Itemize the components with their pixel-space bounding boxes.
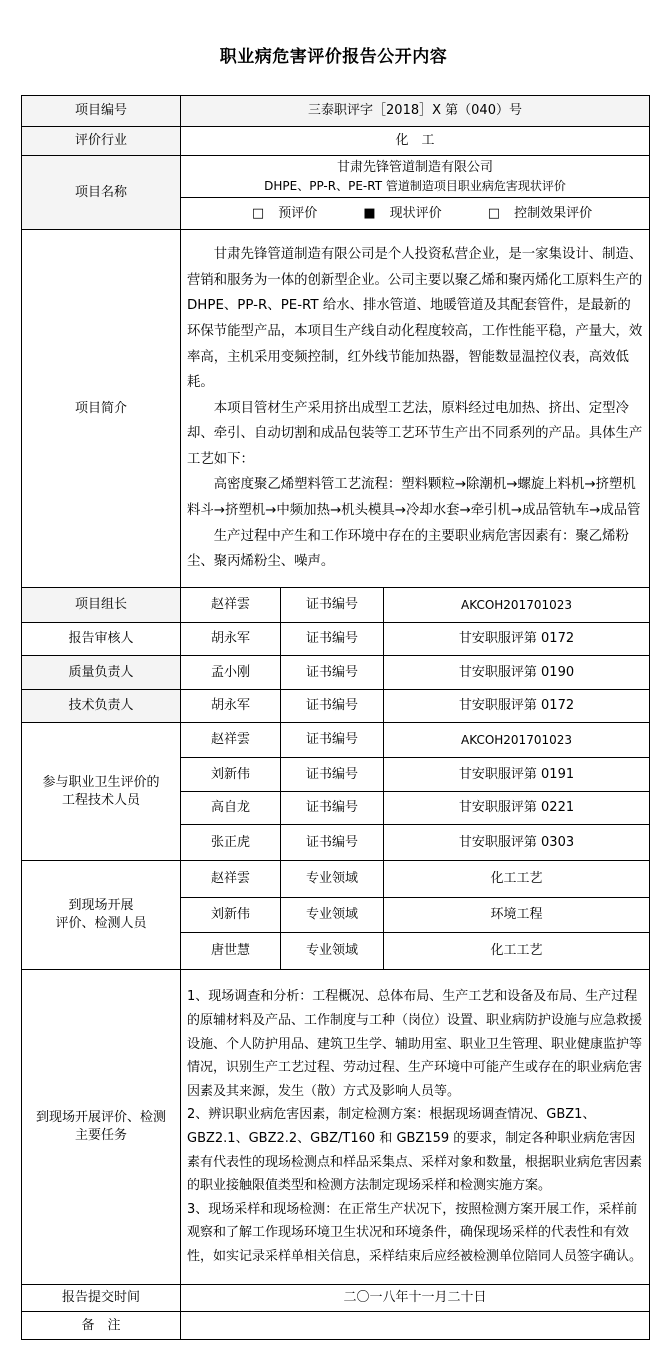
submit-time-label: 报告提交时间 — [22, 1285, 181, 1312]
cert-label: 证书编号 — [281, 792, 384, 825]
cert-label: 证书编号 — [281, 588, 384, 623]
project-name-value — [181, 156, 650, 198]
row-intro — [22, 230, 650, 588]
intro-text — [181, 230, 650, 588]
intro-paragraph: 生产过程中产生和工作环境中存在的主要职业病危害因素有：聚乙烯粉尘、聚丙烯粉尘、噪声。 — [187, 528, 629, 570]
cert-label: 证书编号 — [281, 758, 384, 792]
row-submit-time — [22, 1285, 650, 1312]
cert-label: 证书编号 — [281, 825, 384, 861]
row-project-no — [22, 96, 650, 127]
reviewer-name: 胡永军 — [181, 623, 281, 656]
row-tech — [22, 690, 650, 723]
row-remarks — [22, 1312, 650, 1340]
industry-label: 评价行业 — [22, 127, 181, 156]
field-staff-name: 赵祥雲 — [181, 861, 281, 898]
engineer-cert: 甘安职服评第 0221 — [384, 792, 650, 825]
cert-label: 证书编号 — [281, 723, 384, 758]
group-leader-cert: AKCOH201701023 — [384, 588, 650, 623]
cert-label: 证书编号 — [281, 656, 384, 690]
page-title: 职业病危害评价报告公开内容 — [219, 47, 448, 67]
field-value: 化工工艺 — [384, 933, 650, 970]
row-tasks — [22, 970, 650, 1285]
reviewer-cert: 甘安职服评第 0172 — [384, 623, 650, 656]
project-name-label: 项目名称 — [22, 156, 181, 230]
engineer-name: 刘新伟 — [181, 758, 281, 792]
checked-box-icon: ■ — [363, 205, 376, 221]
remarks-value — [181, 1312, 650, 1340]
industry-value: 化 工 — [181, 127, 650, 156]
row-reviewer — [22, 623, 650, 656]
engineer-name: 张正虎 — [181, 825, 281, 861]
quality-cert: 甘安职服评第 0190 — [384, 656, 650, 690]
tasks-text — [181, 970, 650, 1285]
field-label: 专业领域 — [281, 933, 384, 970]
cert-label: 证书编号 — [281, 690, 384, 723]
engineer-name: 赵祥雲 — [181, 723, 281, 758]
engineer-cert: 甘安职服评第 0303 — [384, 825, 650, 861]
evaluation-type-options — [181, 198, 650, 230]
tech-cert: 甘安职服评第 0172 — [384, 690, 650, 723]
field-value: 化工工艺 — [384, 861, 650, 898]
project-no-value: 三泰职评字［2018］X 第（040）号 — [181, 96, 650, 127]
cert-label: 证书编号 — [281, 623, 384, 656]
field-label: 专业领域 — [281, 898, 384, 933]
engineers-label: 参与职业卫生评价的 工程技术人员 — [22, 723, 181, 861]
engineer-cert: AKCOH201701023 — [384, 723, 650, 758]
task-item: 3、现场采样和现场检测：在正常生产状况下，按照检测方案开展工作，采样前观察和了解工作现场环境卫生状况和环境条件，确保现场采样的代表性和有效性，如实记录采样单相关信息，采样结束后应经被检测单位陪同人员签字确认。 — [187, 1201, 643, 1264]
row-field-staff — [22, 861, 650, 898]
project-no-label: 项目编号 — [22, 96, 181, 127]
field-value: 环境工程 — [384, 898, 650, 933]
tech-label: 技术负责人 — [22, 690, 181, 723]
submit-time-value: 二〇一八年十一月二十日 — [181, 1285, 650, 1312]
row-industry — [22, 127, 650, 156]
project-title: DHPE、PP-R、PE-RT 管道制造项目职业病危害现状评价 — [264, 178, 566, 193]
row-project-name — [22, 156, 650, 198]
task-item: 1、现场调查和分析：工程概况、总体布局、生产工艺和设备及布局、生产过程的原辅材料及产品、工作制度与工种（岗位）设置、职业病防护设施与应急救援设施、个人防护用品、建筑卫生学、辅助用室、职业卫生管理、职业健康监护等情况，识别生产工艺过程、劳动过程、生产环境中可能产生或存在的职业病危害因素及其来源，发生（散）方式及影响人员等。 — [187, 989, 643, 1099]
engineer-name: 高自龙 — [181, 792, 281, 825]
unchecked-box-icon: □ — [487, 205, 501, 221]
intro-paragraph: 高密度聚乙烯塑料管工艺流程：塑料颗粒→除潮机→螺旋上料机→挤塑机料斗→挤塑机→中频加热→机头模具→冷却水套→牵引机→成品管轨车→成品管 — [187, 477, 641, 519]
company-name: 甘肃先锋管道制造有限公司 — [337, 159, 494, 175]
row-group-leader — [22, 588, 650, 623]
quality-label: 质量负责人 — [22, 656, 181, 690]
engineer-cert: 甘安职服评第 0191 — [384, 758, 650, 792]
option-pre-evaluation: □ 预评价 — [251, 205, 318, 221]
unchecked-box-icon: □ — [251, 205, 265, 221]
quality-name: 孟小刚 — [181, 656, 281, 690]
field-staff-name: 刘新伟 — [181, 898, 281, 933]
task-item: 2、辨识职业病危害因素，制定检测方案：根据现场调查情况、GBZ1、GBZ2.1、GBZ2.2、GBZ/T160 和 GBZ159 的要求，制定各种职业病危害因素有代表性的现场检测点和样品采集点、采样对象和数量，根据职业病危害因素的职业接触限值类型和检测方法制定现场采样和检测实施方案。 — [187, 1107, 643, 1194]
row-quality — [22, 656, 650, 690]
field-label: 专业领域 — [281, 861, 384, 898]
field-staff-name: 唐世慧 — [181, 933, 281, 970]
disclosure-table — [21, 95, 650, 1340]
option-status-evaluation: ■ 现状评价 — [363, 205, 442, 221]
intro-paragraph: 本项目管材生产采用挤出成型工艺法，原料经过电加热、挤出、定型冷却、牵引、自动切割和成品包装等工艺环节生产出不同系列的产品。具体生产工艺如下： — [187, 400, 643, 467]
reviewer-label: 报告审核人 — [22, 623, 181, 656]
group-leader-label: 项目组长 — [22, 588, 181, 623]
intro-paragraph: 甘肃先锋管道制造有限公司是个人投资私营企业，是一家集设计、制造、营销和服务为一体的创新型企业。公司主要以聚乙烯和聚丙烯化工原料生产的 DHPE、PP-R、PE-RT 给水、排水管道、地暖管道及其配套管件，是最新的环保节能型产品，本项目生产线自动化程度较高，工作性能平稳，产量大，效率高，主机采用变频控制，红外线节能加热器，智能数显温控仪表，高效低耗。 — [187, 247, 643, 391]
tech-name: 胡永军 — [181, 690, 281, 723]
option-control-effect-evaluation: □ 控制效果评价 — [487, 205, 593, 221]
row-engineer — [22, 723, 650, 758]
group-leader-name: 赵祥雲 — [181, 588, 281, 623]
intro-label: 项目简介 — [22, 230, 181, 588]
field-staff-label: 到现场开展 评价、检测人员 — [22, 861, 181, 970]
tasks-label: 到现场开展评价、检测 主要任务 — [22, 970, 181, 1285]
remarks-label: 备 注 — [22, 1312, 181, 1340]
